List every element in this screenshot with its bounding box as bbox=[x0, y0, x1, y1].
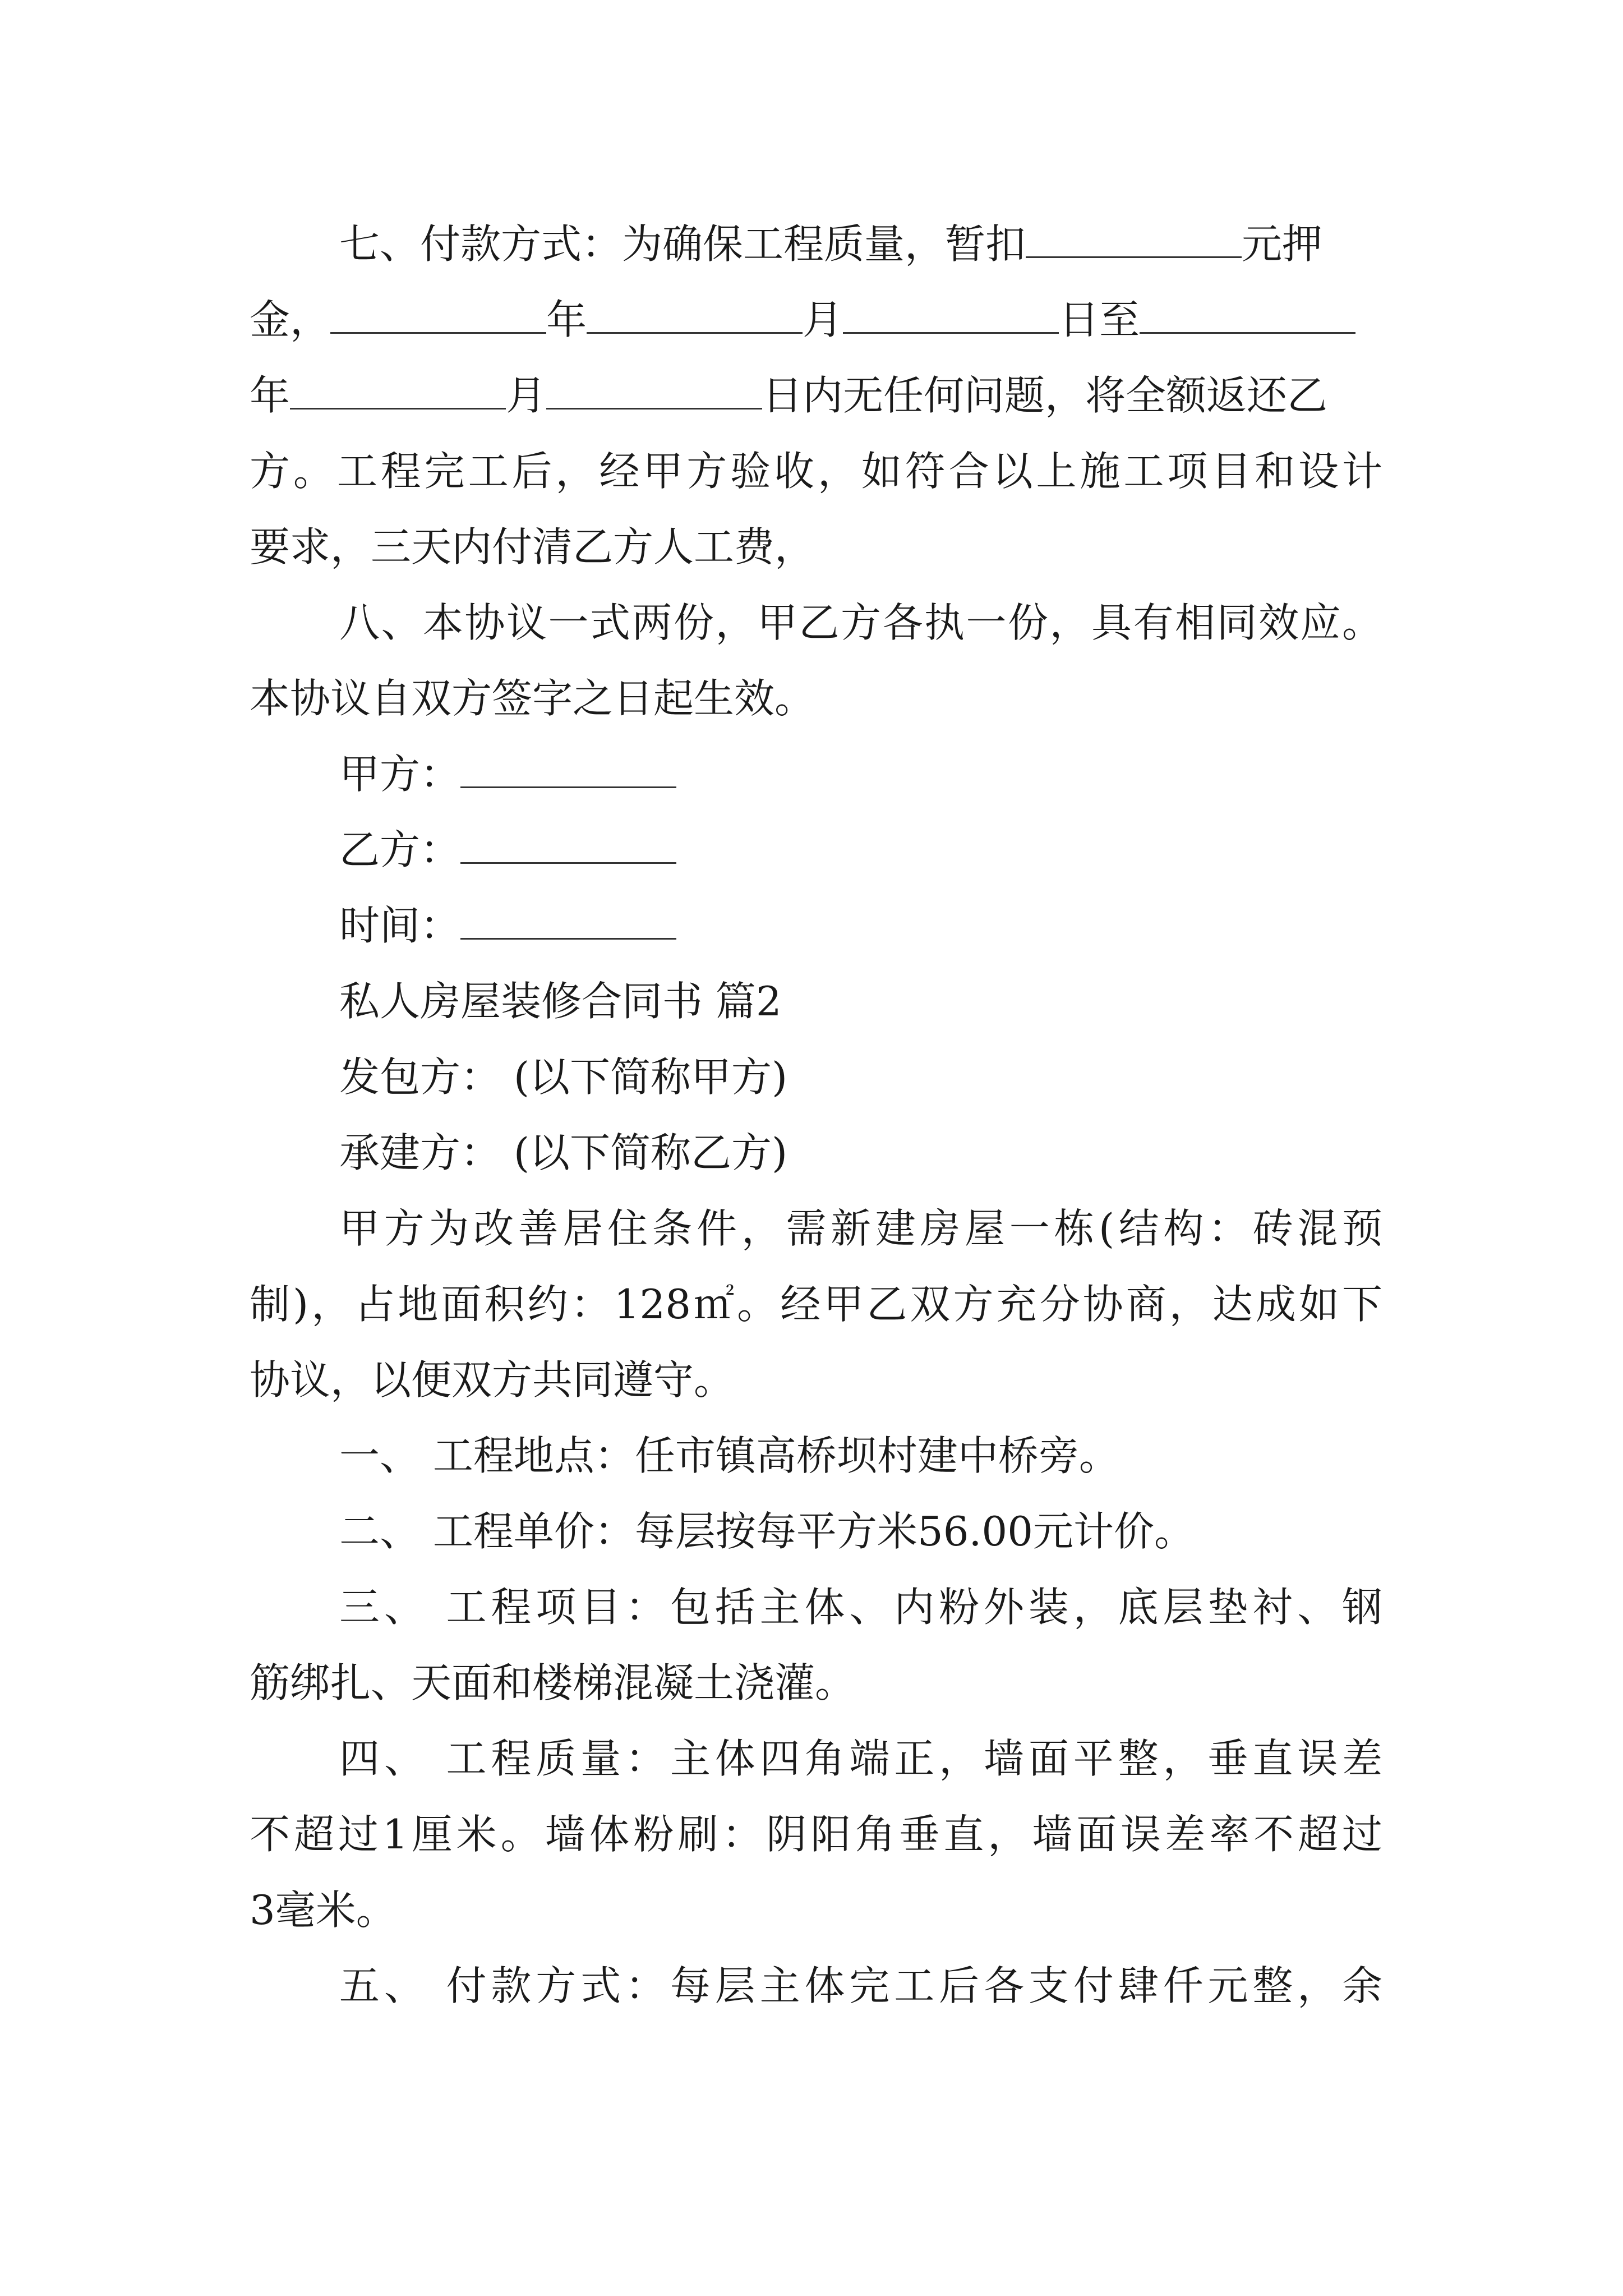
section-8-line-2: 本协议自双方签字之日起生效。 bbox=[250, 675, 815, 722]
section-8-line-1: 八、本协议一式两份，甲乙方各执一份，具有相同效应。 bbox=[339, 599, 1382, 646]
blank-start-day bbox=[843, 294, 1059, 334]
text-span: 乙方： bbox=[339, 826, 461, 873]
text-span: 七、付款方式：为确保工程质量，暂扣 bbox=[339, 220, 1026, 268]
text-span: 日至 bbox=[1059, 296, 1140, 343]
section-title-2: 私人房屋装修合同书 篇2 bbox=[339, 978, 782, 1025]
text-span: 金， bbox=[250, 296, 331, 343]
text-span: 时间： bbox=[339, 902, 461, 949]
clause-5-line-1: 五、 付款方式：每层主体完工后各支付肆仟元整，余 bbox=[339, 1962, 1382, 2009]
contractor-out: 发包方： (以下简称甲方) bbox=[339, 1053, 788, 1101]
blank-start-year bbox=[330, 294, 546, 334]
section-7-line-2 bbox=[250, 292, 1382, 348]
clause-1: 一、 工程地点：任市镇高桥坝村建中桥旁。 bbox=[339, 1432, 1119, 1479]
blank-deposit-amount bbox=[1026, 218, 1242, 258]
text-span: 年 bbox=[546, 296, 587, 343]
contractor-in: 承建方： (以下简称乙方) bbox=[339, 1129, 788, 1176]
clause-4-line-3: 3毫米。 bbox=[250, 1887, 396, 1934]
blank-end-year bbox=[1140, 294, 1355, 334]
blank-party-a bbox=[460, 748, 676, 788]
text-span: 月 bbox=[506, 372, 547, 419]
clause-3-line-1: 三、 工程项目：包括主体、内粉外装，底层垫衬、钢 bbox=[339, 1584, 1382, 1631]
text-span: 日内无任何问题，将全额返还乙 bbox=[762, 372, 1328, 419]
section-7-line-3 bbox=[250, 367, 1382, 424]
intro-line-2: 制)，占地面积约：128㎡。经甲乙双方充分协商，达成如下 bbox=[250, 1281, 1382, 1328]
blank-end-day bbox=[546, 370, 762, 409]
blank-time bbox=[460, 900, 676, 940]
section-7-line-4: 方。工程完工后，经甲方验收，如符合以上施工项目和设计 bbox=[250, 448, 1382, 495]
signature-party-a bbox=[339, 746, 1382, 802]
blank-party-b bbox=[460, 824, 676, 864]
text-span: 月 bbox=[803, 296, 843, 343]
section-7-line-1 bbox=[339, 216, 1382, 272]
intro-line-3: 协议，以便双方共同遵守。 bbox=[250, 1356, 735, 1404]
intro-line-1: 甲方为改善居住条件，需新建房屋一栋(结构：砖混预 bbox=[339, 1205, 1382, 1252]
text-span: 年 bbox=[250, 372, 291, 419]
signature-time bbox=[339, 898, 1382, 954]
blank-end-month bbox=[290, 370, 506, 409]
signature-party-b bbox=[339, 822, 1382, 878]
section-7-line-5: 要求，三天内付清乙方人工费， bbox=[250, 523, 815, 570]
blank-start-month bbox=[587, 294, 803, 334]
clause-4-line-1: 四、 工程质量：主体四角端正，墙面平整，垂直误差 bbox=[339, 1735, 1382, 1782]
text-span: 元押 bbox=[1242, 220, 1323, 268]
text-span: 甲方： bbox=[339, 751, 461, 798]
clause-2: 二、 工程单价：每层按每平方米56.00元计价。 bbox=[339, 1508, 1195, 1555]
clause-3-line-2: 筋绑扎、天面和楼梯混凝土浇灌。 bbox=[250, 1659, 856, 1706]
clause-4-line-2: 不超过1厘米。墙体粉刷：阴阳角垂直，墙面误差率不超过 bbox=[250, 1811, 1382, 1858]
